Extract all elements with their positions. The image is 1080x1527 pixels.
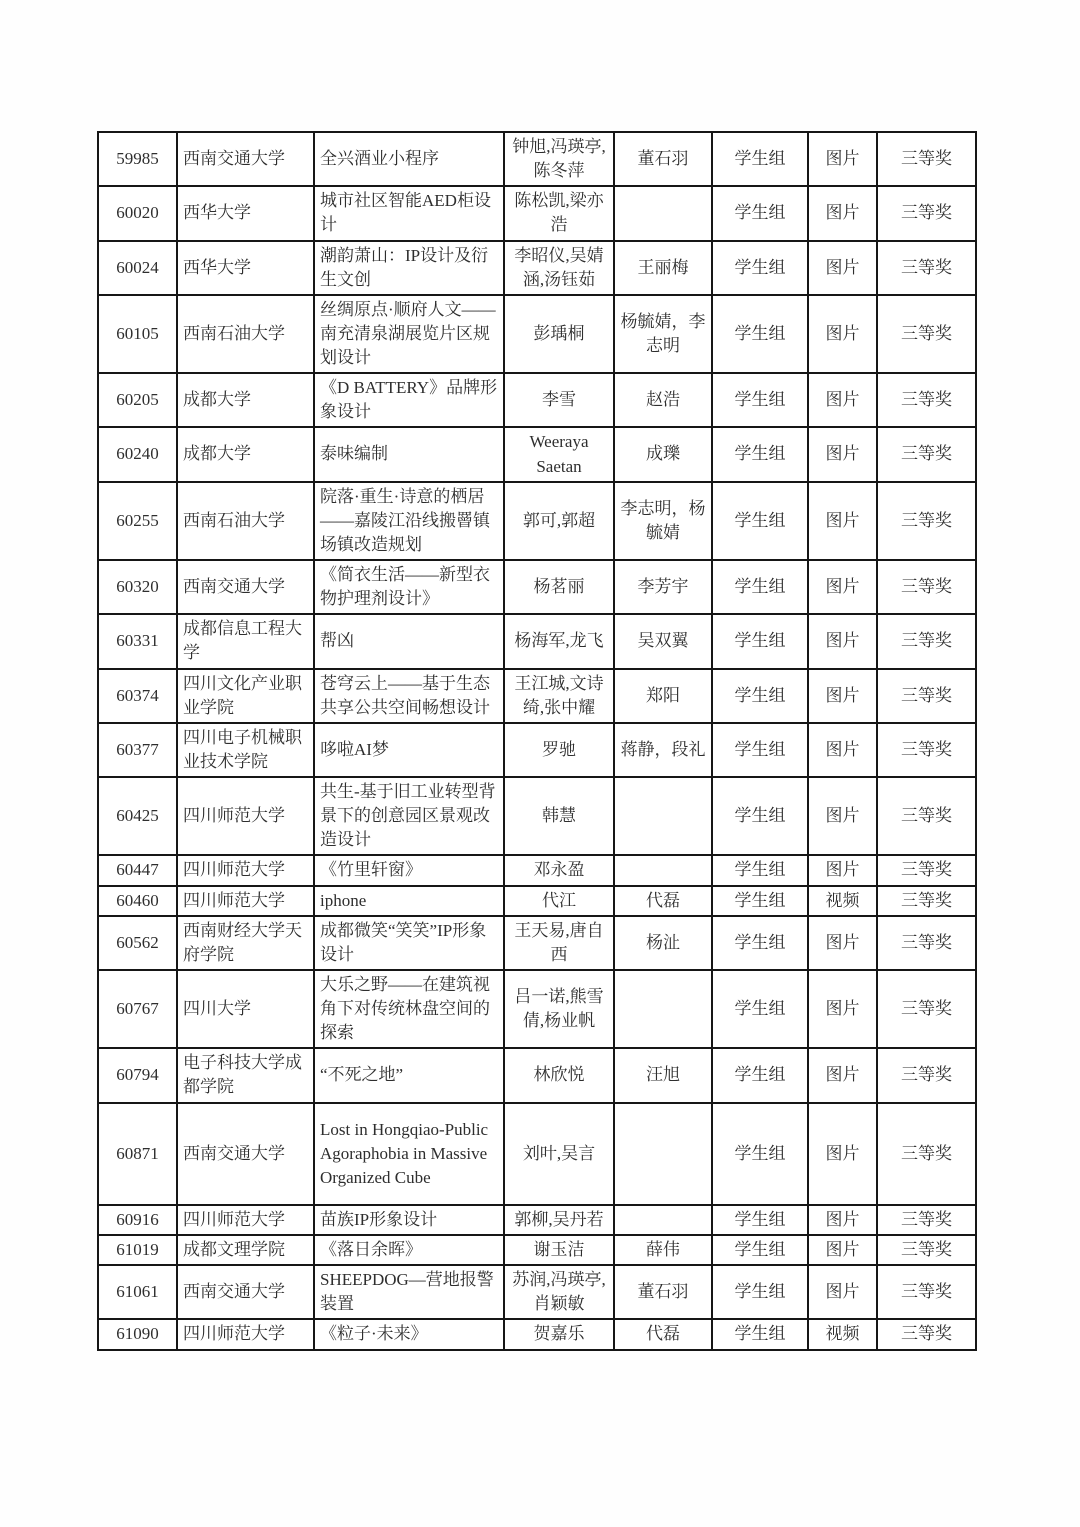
cell-authors: 谢玉洁	[504, 1235, 614, 1265]
cell-id: 61090	[98, 1319, 177, 1349]
cell-university: 西南交通大学	[177, 1265, 314, 1319]
cell-award: 三等奖	[877, 1265, 976, 1319]
cell-group: 学生组	[712, 916, 808, 970]
cell-group: 学生组	[712, 669, 808, 723]
cell-university: 四川师范大学	[177, 777, 314, 855]
cell-authors: 王江城,文诗绮,张中耀	[504, 669, 614, 723]
cell-id: 60320	[98, 560, 177, 614]
cell-advisors: 蒋静，段礼	[614, 723, 712, 777]
cell-authors: 郭可,郭超	[504, 482, 614, 560]
cell-university: 电子科技大学成都学院	[177, 1048, 314, 1102]
cell-advisors: 杨沚	[614, 916, 712, 970]
cell-authors: Weeraya Saetan	[504, 427, 614, 481]
cell-award: 三等奖	[877, 560, 976, 614]
awards-table	[97, 131, 977, 1351]
cell-title: 泰味编制	[314, 427, 504, 481]
cell-type: 图片	[808, 132, 877, 186]
table-row	[98, 482, 976, 560]
cell-award: 三等奖	[877, 1048, 976, 1102]
cell-group: 学生组	[712, 1048, 808, 1102]
cell-authors: 苏润,冯瑛亭,肖颖敏	[504, 1265, 614, 1319]
cell-title: 全兴酒业小程序	[314, 132, 504, 186]
cell-title: 《竹里轩窗》	[314, 855, 504, 885]
cell-type: 图片	[808, 186, 877, 240]
table-row	[98, 614, 976, 668]
cell-award: 三等奖	[877, 855, 976, 885]
cell-id: 60562	[98, 916, 177, 970]
table-row	[98, 1265, 976, 1319]
cell-university: 四川电子机械职业技术学院	[177, 723, 314, 777]
cell-type: 视频	[808, 886, 877, 916]
cell-group: 学生组	[712, 1265, 808, 1319]
cell-group: 学生组	[712, 186, 808, 240]
cell-university: 西南交通大学	[177, 560, 314, 614]
cell-group: 学生组	[712, 1103, 808, 1205]
cell-id: 60916	[98, 1205, 177, 1235]
cell-university: 西南石油大学	[177, 295, 314, 373]
cell-award: 三等奖	[877, 186, 976, 240]
cell-advisors: 董石羽	[614, 1265, 712, 1319]
table-row	[98, 373, 976, 427]
cell-title: 《简衣生活——新型衣物护理剂设计》	[314, 560, 504, 614]
cell-id: 60447	[98, 855, 177, 885]
cell-id: 59985	[98, 132, 177, 186]
cell-university: 四川大学	[177, 970, 314, 1048]
cell-advisors	[614, 1205, 712, 1235]
cell-title: 苍穹云上——基于生态共享公共空间畅想设计	[314, 669, 504, 723]
cell-type: 图片	[808, 1235, 877, 1265]
cell-type: 图片	[808, 427, 877, 481]
cell-type: 图片	[808, 916, 877, 970]
cell-group: 学生组	[712, 855, 808, 885]
table-row	[98, 669, 976, 723]
cell-id: 61019	[98, 1235, 177, 1265]
cell-advisors: 代磊	[614, 1319, 712, 1349]
cell-group: 学生组	[712, 614, 808, 668]
table-row	[98, 1103, 976, 1205]
cell-authors: 郭柳,吴丹若	[504, 1205, 614, 1235]
cell-award: 三等奖	[877, 241, 976, 295]
cell-type: 图片	[808, 669, 877, 723]
cell-group: 学生组	[712, 241, 808, 295]
table-row	[98, 186, 976, 240]
cell-advisors: 董石羽	[614, 132, 712, 186]
cell-university: 四川师范大学	[177, 886, 314, 916]
cell-advisors: 杨毓婧，李志明	[614, 295, 712, 373]
cell-university: 成都大学	[177, 373, 314, 427]
table-row	[98, 560, 976, 614]
cell-authors: 罗驰	[504, 723, 614, 777]
cell-title: 共生-基于旧工业转型背景下的创意园区景观改造设计	[314, 777, 504, 855]
cell-type: 图片	[808, 614, 877, 668]
cell-title: 潮韵萧山：IP设计及衍生文创	[314, 241, 504, 295]
cell-authors: 彭瑀桐	[504, 295, 614, 373]
cell-group: 学生组	[712, 132, 808, 186]
cell-award: 三等奖	[877, 373, 976, 427]
cell-university: 成都文理学院	[177, 1235, 314, 1265]
cell-title: iphone	[314, 886, 504, 916]
cell-id: 60425	[98, 777, 177, 855]
cell-authors: 钟旭,冯瑛亭,陈冬萍	[504, 132, 614, 186]
cell-advisors: 王丽梅	[614, 241, 712, 295]
cell-university: 四川师范大学	[177, 855, 314, 885]
cell-title: 苗族IP形象设计	[314, 1205, 504, 1235]
awards-table-body	[98, 132, 976, 1350]
table-row	[98, 886, 976, 916]
cell-award: 三等奖	[877, 614, 976, 668]
cell-type: 图片	[808, 777, 877, 855]
cell-award: 三等奖	[877, 1319, 976, 1349]
table-row	[98, 1235, 976, 1265]
cell-group: 学生组	[712, 560, 808, 614]
cell-title: “不死之地”	[314, 1048, 504, 1102]
cell-authors: 李雪	[504, 373, 614, 427]
cell-advisors	[614, 855, 712, 885]
cell-group: 学生组	[712, 723, 808, 777]
cell-advisors	[614, 1103, 712, 1205]
cell-title: 城市社区智能AED柜设计	[314, 186, 504, 240]
cell-type: 图片	[808, 1205, 877, 1235]
cell-advisors: 汪旭	[614, 1048, 712, 1102]
cell-type: 图片	[808, 482, 877, 560]
cell-award: 三等奖	[877, 669, 976, 723]
cell-id: 60205	[98, 373, 177, 427]
cell-group: 学生组	[712, 1235, 808, 1265]
cell-type: 图片	[808, 241, 877, 295]
cell-university: 四川师范大学	[177, 1205, 314, 1235]
cell-title: SHEEPDOG—营地报警装置	[314, 1265, 504, 1319]
cell-type: 图片	[808, 373, 877, 427]
cell-id: 60767	[98, 970, 177, 1048]
cell-id: 60020	[98, 186, 177, 240]
cell-university: 成都信息工程大学	[177, 614, 314, 668]
cell-title: 成都微笑“笑笑”IP形象设计	[314, 916, 504, 970]
cell-id: 60374	[98, 669, 177, 723]
cell-university: 西华大学	[177, 186, 314, 240]
cell-type: 图片	[808, 1103, 877, 1205]
cell-title: 丝绸原点·顺府人文——南充清泉湖展览片区规划设计	[314, 295, 504, 373]
cell-authors: 贺嘉乐	[504, 1319, 614, 1349]
cell-group: 学生组	[712, 295, 808, 373]
table-row	[98, 855, 976, 885]
cell-award: 三等奖	[877, 723, 976, 777]
cell-award: 三等奖	[877, 295, 976, 373]
cell-type: 图片	[808, 295, 877, 373]
cell-authors: 杨海军,龙飞	[504, 614, 614, 668]
cell-university: 四川文化产业职业学院	[177, 669, 314, 723]
cell-id: 60331	[98, 614, 177, 668]
cell-award: 三等奖	[877, 886, 976, 916]
cell-award: 三等奖	[877, 1205, 976, 1235]
cell-award: 三等奖	[877, 482, 976, 560]
cell-type: 图片	[808, 970, 877, 1048]
cell-advisors	[614, 186, 712, 240]
cell-id: 60377	[98, 723, 177, 777]
cell-authors: 李昭仪,吴婧涵,汤钰茹	[504, 241, 614, 295]
table-row	[98, 1319, 976, 1349]
table-row	[98, 916, 976, 970]
cell-group: 学生组	[712, 886, 808, 916]
cell-authors: 杨茗丽	[504, 560, 614, 614]
cell-authors: 刘叶,吴言	[504, 1103, 614, 1205]
cell-award: 三等奖	[877, 777, 976, 855]
cell-award: 三等奖	[877, 427, 976, 481]
cell-authors: 陈松凯,梁亦浩	[504, 186, 614, 240]
cell-advisors: 李芳宇	[614, 560, 712, 614]
cell-title: 大乐之野——在建筑视角下对传统林盘空间的探索	[314, 970, 504, 1048]
cell-authors: 吕一诺,熊雪倩,杨业帆	[504, 970, 614, 1048]
cell-type: 图片	[808, 723, 877, 777]
cell-award: 三等奖	[877, 1235, 976, 1265]
cell-authors: 代江	[504, 886, 614, 916]
table-row	[98, 241, 976, 295]
cell-advisors: 李志明，杨毓婧	[614, 482, 712, 560]
table-row	[98, 427, 976, 481]
table-row	[98, 777, 976, 855]
cell-advisors	[614, 777, 712, 855]
cell-group: 学生组	[712, 1319, 808, 1349]
cell-group: 学生组	[712, 970, 808, 1048]
table-row	[98, 1048, 976, 1102]
cell-type: 图片	[808, 560, 877, 614]
cell-id: 60460	[98, 886, 177, 916]
table-row	[98, 295, 976, 373]
cell-university: 西南财经大学天府学院	[177, 916, 314, 970]
cell-authors: 邓永盈	[504, 855, 614, 885]
cell-group: 学生组	[712, 427, 808, 481]
cell-award: 三等奖	[877, 916, 976, 970]
cell-advisors	[614, 970, 712, 1048]
cell-advisors: 成瓅	[614, 427, 712, 481]
cell-id: 60794	[98, 1048, 177, 1102]
cell-university: 西南石油大学	[177, 482, 314, 560]
cell-advisors: 吴双翼	[614, 614, 712, 668]
cell-id: 60024	[98, 241, 177, 295]
cell-group: 学生组	[712, 373, 808, 427]
cell-award: 三等奖	[877, 132, 976, 186]
cell-type: 视频	[808, 1319, 877, 1349]
cell-authors: 林欣悦	[504, 1048, 614, 1102]
cell-advisors: 郑阳	[614, 669, 712, 723]
table-row	[98, 723, 976, 777]
cell-advisors: 赵浩	[614, 373, 712, 427]
table-row	[98, 1205, 976, 1235]
cell-id: 61061	[98, 1265, 177, 1319]
cell-title: 哆啦AI梦	[314, 723, 504, 777]
cell-id: 60240	[98, 427, 177, 481]
cell-advisors: 薛伟	[614, 1235, 712, 1265]
cell-university: 西南交通大学	[177, 132, 314, 186]
cell-university: 西南交通大学	[177, 1103, 314, 1205]
cell-group: 学生组	[712, 482, 808, 560]
cell-university: 成都大学	[177, 427, 314, 481]
cell-group: 学生组	[712, 777, 808, 855]
cell-id: 60255	[98, 482, 177, 560]
cell-university: 四川师范大学	[177, 1319, 314, 1349]
table-row	[98, 970, 976, 1048]
cell-award: 三等奖	[877, 1103, 976, 1205]
cell-award: 三等奖	[877, 970, 976, 1048]
cell-university: 西华大学	[177, 241, 314, 295]
cell-title: 《粒子·未来》	[314, 1319, 504, 1349]
cell-title: Lost in Hongqiao-Public Agoraphobia in Massive Organized Cube	[314, 1103, 504, 1205]
cell-title: 《落日余晖》	[314, 1235, 504, 1265]
cell-id: 60105	[98, 295, 177, 373]
cell-advisors: 代磊	[614, 886, 712, 916]
cell-title: 《D BATTERY》品牌形象设计	[314, 373, 504, 427]
cell-title: 帮凶	[314, 614, 504, 668]
cell-type: 图片	[808, 1048, 877, 1102]
cell-group: 学生组	[712, 1205, 808, 1235]
cell-title: 院落·重生·诗意的栖居——嘉陵江沿线搬罾镇场镇改造规划	[314, 482, 504, 560]
cell-authors: 王天易,唐自西	[504, 916, 614, 970]
cell-authors: 韩慧	[504, 777, 614, 855]
cell-type: 图片	[808, 1265, 877, 1319]
table-row	[98, 132, 976, 186]
cell-type: 图片	[808, 855, 877, 885]
cell-id: 60871	[98, 1103, 177, 1205]
